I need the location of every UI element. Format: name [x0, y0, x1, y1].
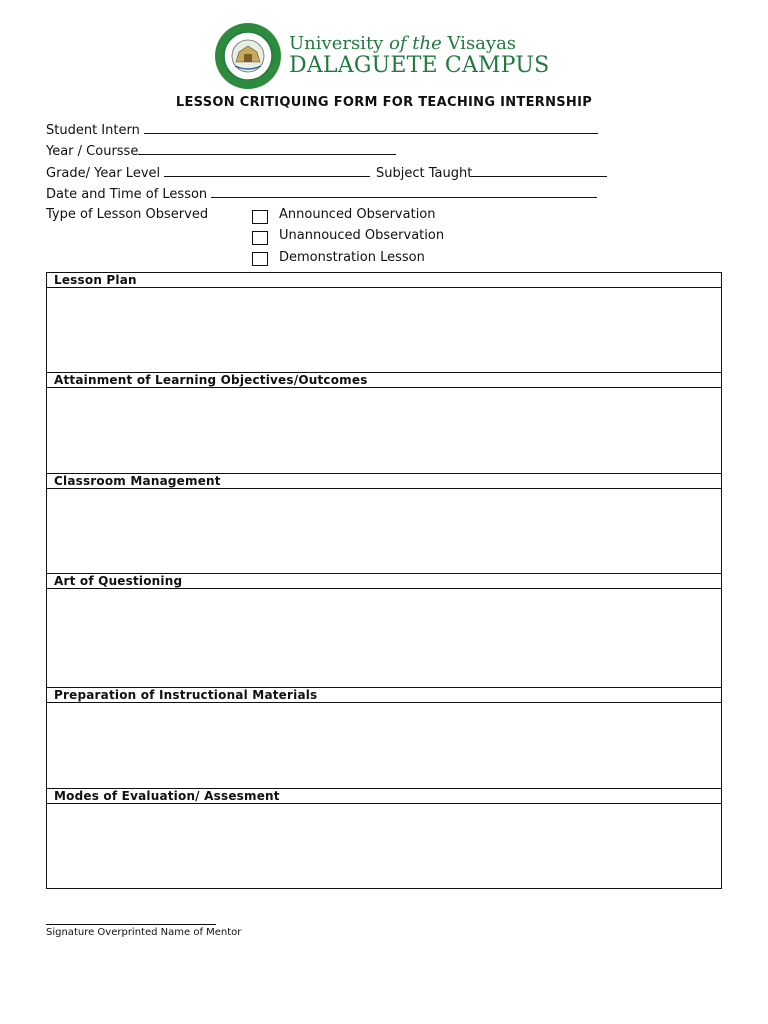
date-time-line[interactable]	[211, 186, 597, 198]
section-header-instructional-materials: Preparation of Instructional Materials	[47, 688, 721, 703]
subject-taught-label: Subject Taught	[376, 166, 473, 181]
section-header-learning-objectives: Attainment of Learning Objectives/Outcomes	[47, 373, 721, 388]
announced-observation-label: Announced Observation	[279, 207, 436, 222]
critique-table	[46, 272, 722, 889]
grade-level-line[interactable]	[164, 165, 370, 177]
unannounced-observation-checkbox[interactable]	[252, 231, 268, 245]
student-intern-label: Student Intern	[46, 123, 140, 138]
year-course-field[interactable]	[46, 143, 396, 160]
unannounced-observation-label: Unannouced Observation	[279, 228, 445, 243]
student-intern-field[interactable]	[46, 122, 598, 139]
section-header-lesson-plan: Lesson Plan	[47, 273, 721, 288]
signature-line[interactable]	[46, 924, 216, 925]
subject-taught-field[interactable]	[376, 165, 607, 182]
grade-level-field[interactable]	[46, 165, 370, 182]
lesson-type-label: Type of Lesson Observed	[46, 207, 209, 222]
announced-observation-checkbox[interactable]	[252, 210, 268, 224]
subject-taught-line[interactable]	[472, 165, 607, 177]
year-course-label: Year / Coursse	[46, 144, 139, 159]
university-header	[213, 22, 553, 90]
section-header-classroom-management: Classroom Management	[47, 474, 721, 489]
campus-name: DALAGUETE CAMPUS	[289, 53, 550, 78]
demonstration-lesson-label: Demonstration Lesson	[279, 250, 425, 265]
student-intern-line[interactable]	[144, 122, 598, 134]
year-course-line[interactable]	[138, 143, 396, 155]
university-seal-logo	[213, 22, 283, 90]
university-name: University of the Visayas	[289, 33, 517, 54]
signature-caption: Signature Overprinted Name of Mentor	[46, 927, 242, 938]
section-header-modes-of-evaluation: Modes of Evaluation/ Assesment	[47, 789, 721, 804]
date-time-field[interactable]	[46, 186, 597, 203]
date-time-label: Date and Time of Lesson	[46, 187, 208, 202]
demonstration-lesson-checkbox[interactable]	[252, 252, 268, 266]
section-header-art-of-questioning: Art of Questioning	[47, 574, 721, 589]
form-title: LESSON CRITIQUING FORM FOR TEACHING INTERNSHIP	[175, 95, 593, 110]
grade-level-label: Grade/ Year Level	[46, 166, 161, 181]
